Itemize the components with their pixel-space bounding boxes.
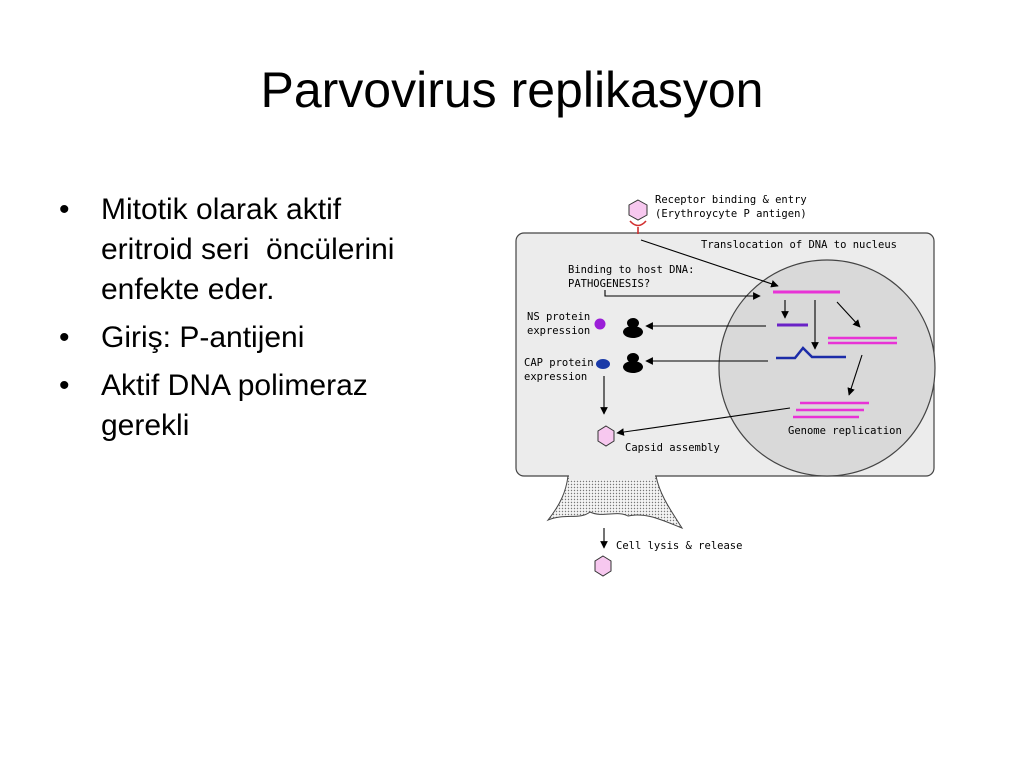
bullet-line: gerekli (101, 409, 190, 442)
cap-protein-label: CAP protein (524, 357, 594, 369)
replication-diagram (500, 185, 950, 580)
cell-lysis-label: Cell lysis & release (616, 540, 743, 552)
bullet-line: Mitotik olarak aktif (101, 193, 342, 226)
translocation-label: Translocation of DNA to nucleus (701, 239, 897, 251)
released-virion-icon (595, 556, 611, 576)
bullet-dot-icon: • (59, 369, 70, 402)
bullet-dot-icon: • (59, 193, 70, 226)
bullet-line: enfekte eder. (101, 273, 275, 306)
binding-label: Binding to host DNA: (568, 264, 695, 276)
ns-protein-label: NS protein (527, 311, 591, 323)
capsid-virion-icon (598, 426, 614, 446)
slide-title: Parvovirus replikasyon (260, 62, 764, 118)
bullet-dot-icon: • (59, 321, 70, 354)
cap-protein-icon (596, 359, 610, 369)
bullet-line: eritroid seri öncülerini (101, 233, 395, 266)
bullet-item (56, 366, 486, 446)
bullet-line: Aktif DNA polimeraz (101, 369, 368, 402)
cell-opening (569, 472, 655, 480)
bullet-line: Giriş: P-antijeni (101, 321, 305, 354)
bullet-item (56, 318, 486, 358)
lysis-rupture-shape (548, 476, 682, 528)
receptor-icon (630, 221, 646, 234)
genome-replication-label: Genome replication (788, 425, 902, 437)
ns-protein-sublabel: expression (527, 325, 591, 337)
bullet-list (56, 190, 486, 454)
receptor-label: Receptor binding & entry (655, 194, 807, 206)
bullet-item (56, 190, 486, 310)
receptor-sublabel: (Erythroycyte P antigen) (655, 208, 807, 220)
binding-sublabel: PATHOGENESIS? (568, 278, 651, 290)
entering-virion-icon (629, 200, 647, 220)
cap-protein-sublabel: expression (524, 371, 588, 383)
ns-protein-icon (595, 319, 606, 330)
capsid-assembly-label: Capsid assembly (625, 442, 720, 454)
